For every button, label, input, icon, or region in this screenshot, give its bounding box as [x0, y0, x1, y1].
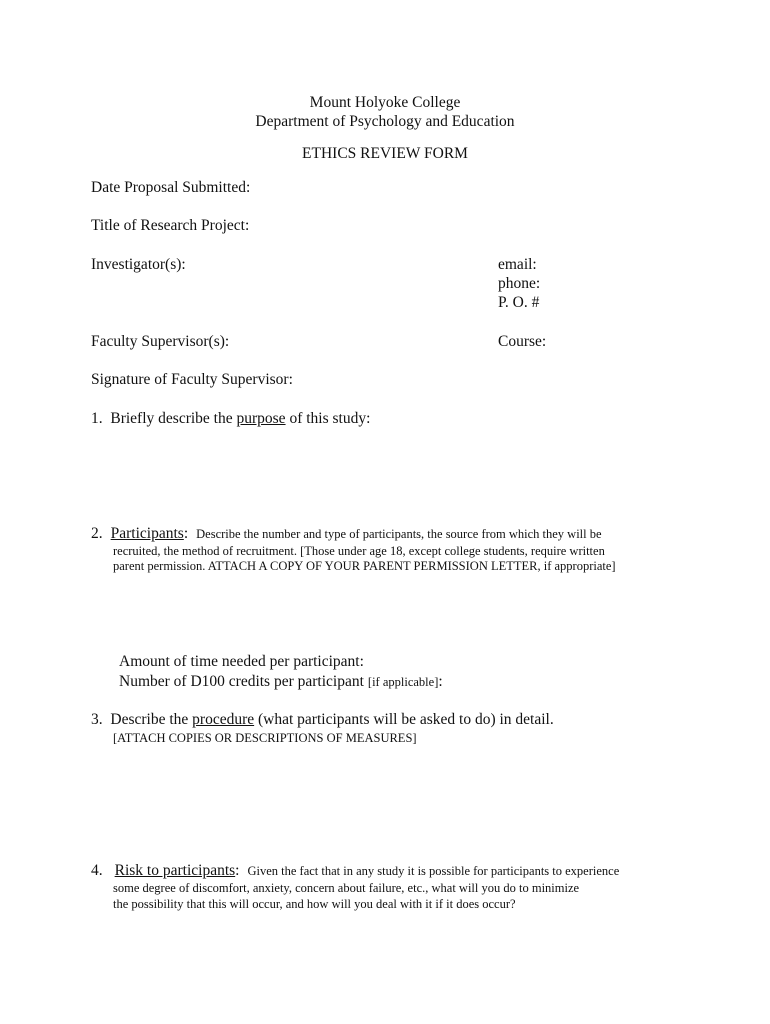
- phone-label: phone:: [498, 275, 541, 292]
- college-name: Mount Holyoke College: [309, 94, 461, 111]
- investigators-label: Investigator(s):: [91, 256, 186, 273]
- question-3-note: [ATTACH COPIES OR DESCRIPTIONS OF MEASURES]: [113, 731, 417, 745]
- question-2-title: Participants: [110, 525, 184, 542]
- time-needed-label: Amount of time needed per participant:: [119, 653, 364, 670]
- question-1-post: of this study:: [285, 410, 371, 427]
- question-3-number: 3.: [91, 711, 103, 728]
- faculty-supervisor-label: Faculty Supervisor(s):: [91, 333, 230, 350]
- question-1-number: 1.: [91, 410, 103, 427]
- question-2-line-3: parent permission. ATTACH A COPY OF YOUR PARENT PERMISSION LETTER, if appropriate]: [113, 559, 616, 573]
- question-2-number: 2.: [91, 525, 103, 542]
- email-label: email:: [498, 256, 537, 273]
- credits-colon: :: [438, 673, 443, 690]
- po-label: P. O. #: [498, 294, 540, 311]
- question-3-keyword: procedure: [192, 711, 255, 728]
- question-2-line-2: recruited, the method of recruitment. [Those under age 18, except college students, require written: [113, 544, 605, 558]
- question-4-line-1: Given the fact that in any study it is possible for participants to experience: [247, 864, 620, 878]
- credits-label: Number of D100 credits per participant: [119, 673, 364, 690]
- credits-note: [if applicable]: [367, 675, 439, 689]
- question-3-pre: Describe the: [110, 711, 193, 728]
- question-1-keyword: purpose: [236, 410, 286, 427]
- question-4-number: 4.: [91, 862, 103, 879]
- question-2-line-1: Describe the number and type of participants, the source from which they will be: [196, 527, 602, 541]
- date-submitted-label: Date Proposal Submitted:: [91, 179, 251, 196]
- question-4-title: Risk to participants: [114, 862, 236, 879]
- credits-row: [119, 673, 443, 691]
- question-3: [91, 711, 554, 729]
- department-name: Department of Psychology and Education: [255, 113, 515, 130]
- question-4-line-3: the possibility that this will occur, and how will you deal with it if it does occur?: [113, 897, 516, 911]
- question-3-post: (what participants will be asked to do) in detail.: [254, 711, 554, 728]
- course-label: Course:: [498, 333, 547, 350]
- question-2-heading: [91, 525, 602, 543]
- form-title: ETHICS REVIEW FORM: [302, 145, 468, 162]
- title-label: Title of Research Project:: [91, 217, 250, 234]
- signature-label: Signature of Faculty Supervisor:: [91, 371, 293, 388]
- question-1: [91, 410, 370, 428]
- question-4-colon: :: [235, 862, 240, 879]
- question-2-colon: :: [183, 525, 189, 542]
- question-4-line-2: some degree of discomfort, anxiety, concern about failure, etc., what will you do to minimize: [113, 881, 580, 895]
- question-1-pre: Briefly describe the: [110, 410, 237, 427]
- question-4-heading: [91, 862, 619, 880]
